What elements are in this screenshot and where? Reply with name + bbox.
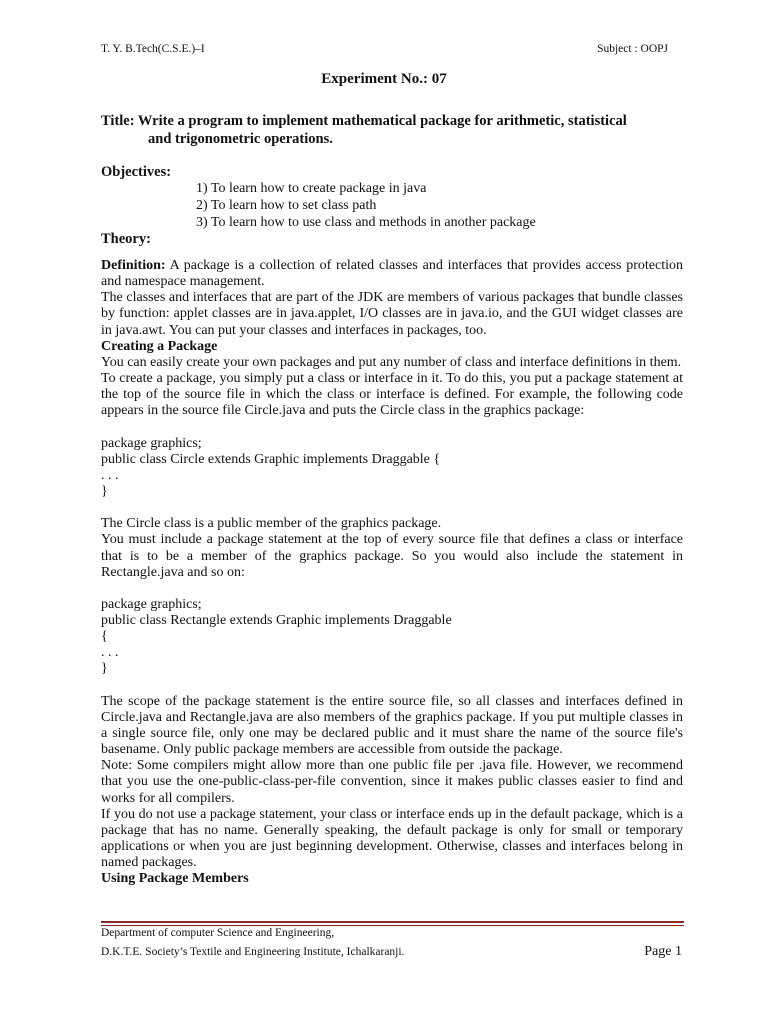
header-course: T. Y. B.Tech(C.S.E.)–I <box>101 43 205 55</box>
title-line-1: Title: Write a program to implement mathematical package for arithmetic, statistical <box>101 113 627 129</box>
footer-institute: D.K.T.E. Society’s Textile and Engineering Institute, Ichalkaranji. <box>101 946 405 958</box>
theory-body <box>101 258 683 887</box>
spacer <box>101 678 683 694</box>
objectives-heading: Objectives: <box>101 164 172 180</box>
code-line: } <box>101 484 108 500</box>
create-paragraph-2: To create a package, you simply put a class or interface in it. To do this, you put a package statement at the top of the source file in which the class or interface is defined. For example, the following code appears in the source file Circle.java and puts the Circle class in the graphics package: <box>101 371 683 419</box>
page-number: Page 1 <box>644 944 682 959</box>
code-line: public class Circle extends Graphic implements Draggable { <box>101 451 441 467</box>
creating-package-heading: Creating a Package <box>101 338 218 354</box>
definition-paragraph <box>101 258 683 290</box>
create-paragraph-1: You can easily create your own packages and put any number of class and interface definitions in them. <box>101 354 682 370</box>
circle-paragraph: The Circle class is a public member of the graphics package. <box>101 516 442 532</box>
theory-heading: Theory: <box>101 231 151 247</box>
footer-rule-thick <box>101 921 684 923</box>
title-block <box>101 112 684 148</box>
code-line: . . . <box>101 467 119 483</box>
must-include-paragraph: You must include a package statement at the top of every source file that defines a class or interface that is to be a member of the graphics package. So you would also include the statement in Rectangle.java and so on: <box>101 532 683 580</box>
definition-term: Definition: <box>101 258 166 273</box>
objective-item: 1) To learn how to create package in java <box>196 181 427 196</box>
header-subject: Subject : OOPJ <box>597 43 668 55</box>
default-package-paragraph: If you do not use a package statement, your class or interface ends up in the default package, which is a package that has no name. Generally speaking, the default package is only for small or temporary applications or when you are just beginning development. Otherwise, classes and interfaces belong in named packages. <box>101 806 683 871</box>
objective-item: 2) To learn how to set class path <box>196 198 377 213</box>
code-line: package graphics; <box>101 435 202 451</box>
experiment-number: Experiment No.: 07 <box>321 71 447 87</box>
definition-text: A package is a collection of related classes and interfaces that provides access protection and namespace management. <box>101 258 683 290</box>
spacer <box>101 420 683 436</box>
code-line: } <box>101 661 108 677</box>
using-package-members-heading: Using Package Members <box>101 871 249 887</box>
footer-rule-thin <box>101 925 684 926</box>
jdk-paragraph: The classes and interfaces that are part of the JDK are members of various packages that bundle classes by function: applet classes are in java.applet, I/O classes are in java.io, and the GUI widget classes are in java.awt. You can put your classes and interfaces in packages, too. <box>101 290 683 338</box>
note-paragraph: Note: Some compilers might allow more than one public file per .java file. However, we recommend that you use the one-public-class-per-file convention, since it makes public classes easier to find and works for all compilers. <box>101 758 683 806</box>
objectives-list <box>196 180 536 231</box>
spacer <box>101 581 683 597</box>
scope-paragraph: The scope of the package statement is the entire source file, so all classes and interfaces defined in Circle.java and Rectangle.java are also members of the graphics package. If you put multiple classes in a single source file, only one may be declared public and it must share the name of the source file's basename. Only public package members are accessible from outside the package. <box>101 693 683 758</box>
spacer <box>101 500 683 516</box>
code-line: public class Rectangle extends Graphic implements Draggable <box>101 612 452 628</box>
footer-department: Department of computer Science and Engineering, <box>101 927 335 939</box>
code-line: { <box>101 629 108 645</box>
code-line: . . . <box>101 645 119 661</box>
objective-item: 3) To learn how to use class and methods in another package <box>196 215 536 230</box>
code-line: package graphics; <box>101 596 202 612</box>
title-line-2: and trigonometric operations. <box>148 131 333 147</box>
